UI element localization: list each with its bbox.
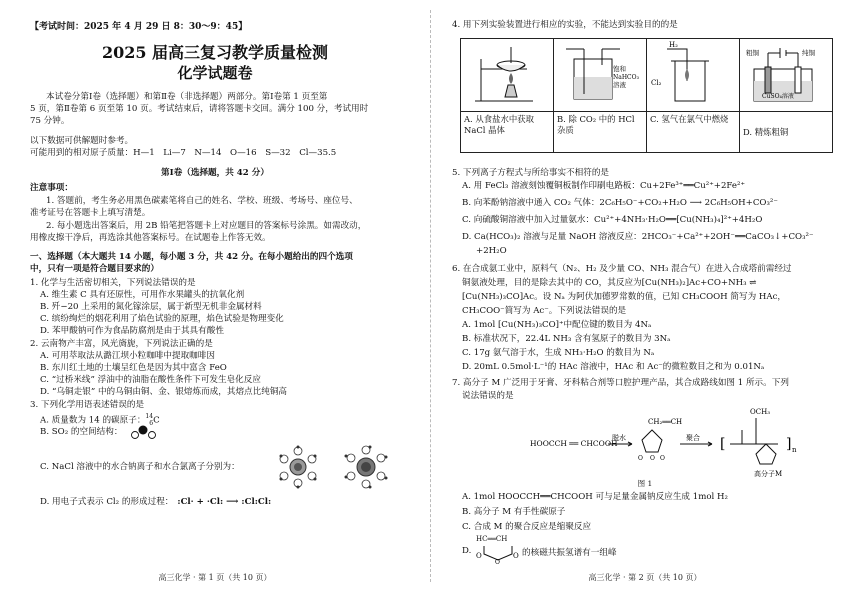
q1-option-c[interactable]: C. 缤纷绚烂的烟花利用了焰色试验的原理，焰色试验是物理变化 bbox=[40, 314, 284, 324]
q7-option-d[interactable]: D. bbox=[462, 546, 472, 556]
svg-text:脱水: 脱水 bbox=[612, 434, 626, 442]
q6-line-2: 铜氨液处理，目的是除去其中的 CO，其反应为[Cu(NH₃)₂]Ac+CO+NH₃ ⇌ bbox=[462, 278, 757, 288]
q2-option-d[interactable]: D. “乌铜走银” 中的乌铜由铜、金、银熔炼而成，其熔点比纯铜高 bbox=[40, 387, 288, 397]
data-note: 以下数据可供解题时参考。 bbox=[30, 136, 134, 146]
q3-option-c[interactable]: C. NaCl 溶液中的水合钠离子和水合氯离子分别为： bbox=[40, 462, 240, 472]
q2-stem: 2. 云南物产丰富，风光旖旎，下列说法正确的是 bbox=[30, 339, 213, 349]
evaporation-apparatus-icon bbox=[461, 39, 547, 107]
svg-text:O: O bbox=[495, 559, 500, 564]
figure-1-caption: 图 1 bbox=[637, 479, 653, 488]
note-line-2: 准考证号在答题卡上填写清楚。 bbox=[30, 208, 151, 218]
part1-line-2: 中，只有一项是符合题目要求的） bbox=[30, 264, 159, 274]
svg-text:NaHCO₃: NaHCO₃ bbox=[613, 74, 639, 81]
q4-option-c[interactable]: C. 氢气在氯气中燃烧 bbox=[647, 112, 740, 153]
so2-model-icon bbox=[128, 424, 158, 440]
q7-line-1: 7. 高分子 M 广泛用于牙膏、牙科粘合剂等口腔护理产品，其合成路线如图 1 所示。下列 bbox=[452, 378, 789, 388]
part1-line-1: 一、选择题（本大题共 14 小题，每小题 3 分，共 42 分。在每小题给出的四个选项 bbox=[30, 252, 353, 262]
q2-option-a[interactable]: A. 可用萃取法从潞江坝小粒咖啡中提取咖啡因 bbox=[40, 351, 215, 361]
svg-text:高分子M: 高分子M bbox=[754, 470, 783, 478]
svg-text:粗铜: 粗铜 bbox=[746, 49, 759, 57]
svg-text:Cl₂: Cl₂ bbox=[651, 79, 662, 87]
intro-line-1: 本试卷分第Ⅰ卷（选择题）和第Ⅱ卷（非选择题）两部分。第Ⅰ卷第 1 页至第 bbox=[46, 92, 328, 102]
q5-option-b[interactable]: B. 向苯酚钠溶液中通入 CO₂ 气体：2C₆H₅O⁻+CO₂+H₂O ⟶ 2C₆H₅OH+CO₃²⁻ bbox=[462, 198, 778, 208]
note-line-1: 1. 答题前，考生务必用黑色碳素笔将自己的姓名、学校、班级、考场号、座位号、 bbox=[46, 196, 358, 206]
page-title: 2025 届高三复习教学质量检测 bbox=[101, 43, 329, 62]
q6-option-a[interactable]: A. 1mol [Cu(NH₃)₃CO]⁺中配位键的数目为 4Nₐ bbox=[462, 320, 652, 330]
q4-option-b[interactable]: B. 除 CO₂ 中的 HCl 杂质 bbox=[554, 112, 647, 153]
note-line-4: 用橡皮擦干净后，再选涂其他答案标号。在试题卷上作答无效。 bbox=[30, 233, 271, 243]
q3-option-a[interactable]: A. 质量数为 14 的碳原子： 14 6 C bbox=[40, 413, 160, 427]
q5-option-d[interactable]: D. Ca(HCO₃)₂ 溶液与足量 NaOH 溶液反应：2HCO₃⁻+Ca²⁺+2OH⁻══CaCO₃↓+CO₃²⁻ bbox=[462, 232, 814, 242]
q1-option-a[interactable]: A. 维生素 C 具有还原性，可用作水果罐头的抗氧化剂 bbox=[40, 290, 245, 300]
svg-text:O: O bbox=[476, 552, 482, 560]
electrolysis-cell-icon bbox=[740, 39, 826, 107]
svg-text:O: O bbox=[513, 552, 519, 560]
q6-line-3: [Cu(NH₃)₃CO]Ac。设 Nₐ 为阿伏加德罗常数的值，已知 CH₃COOH 简写为 HAc， bbox=[462, 292, 787, 302]
q5-option-c[interactable]: C. 向硫酸铜溶液中加入过量氨水：Cu²⁺+4NH₃·H₂O══[Cu(NH₃)₄]²⁺+4H₂O bbox=[462, 215, 763, 225]
svg-text:n: n bbox=[792, 446, 797, 454]
svg-text:O: O bbox=[660, 455, 665, 462]
q1-stem: 1. 化学与生活密切相关，下列说法错误的是 bbox=[30, 278, 196, 288]
q5-option-d-cont: +2H₂O bbox=[476, 246, 507, 256]
q7-option-a[interactable]: A. 1mol HOOCCH══CHCOOH 可与足量金属钠反应生成 1mol H₂ bbox=[462, 492, 728, 502]
figure-1-synthesis-route bbox=[530, 400, 830, 478]
svg-text:CuSO₄溶液: CuSO₄溶液 bbox=[762, 93, 794, 100]
svg-text:]: ] bbox=[786, 436, 792, 452]
q6-option-b[interactable]: B. 标准状况下，22.4L NH₃ 含有氢原子的数目为 3Nₐ bbox=[462, 334, 671, 344]
intro-line-3: 75 分钟。 bbox=[30, 116, 70, 126]
q7-d-ring-top: HC══CH bbox=[476, 535, 508, 543]
svg-text:OCH₃: OCH₃ bbox=[750, 408, 771, 416]
apparatus-c bbox=[647, 39, 740, 112]
svg-text:聚合: 聚合 bbox=[686, 434, 700, 442]
q2-option-b[interactable]: B. 东川红土地的土壤呈红色是因为其中富含 FeO bbox=[40, 363, 227, 373]
svg-text:O: O bbox=[638, 455, 643, 462]
intro-line-2: 5 页，第Ⅱ卷第 6 页至第 10 页。考试结束后，请将答题卡交回。满分 100 分，考试用时 bbox=[30, 104, 369, 114]
q4-stem: 4. 用下列实验装置进行相应的实验，不能达到实验目的的是 bbox=[452, 20, 678, 30]
q5-option-a[interactable]: A. 用 FeCl₃ 溶液刻蚀覆铜板制作印刷电路板：Cu+2Fe³⁺══Cu²⁺+2Fe²⁺ bbox=[462, 181, 745, 191]
atomic-masses: 可能用到的相对原子质量：H—1 Li—7 N—14 O—16 S—32 Cl—35.5 bbox=[30, 148, 337, 158]
note-line-3: 2. 每小题选出答案后，用 2B 铅笔把答题卡上对应题目的答案标号涂黑。如需改动， bbox=[46, 221, 367, 231]
q6-option-d[interactable]: D. 20mL 0.5mol·L⁻¹的 HAc 溶液中，HAc 和 Ac⁻的微粒数目之和为 0.01Nₐ bbox=[462, 362, 765, 372]
section-title: 第Ⅰ卷（选择题，共 42 分） bbox=[161, 168, 269, 178]
svg-text:HOOCCH ══ CHCOOH: HOOCCH ══ CHCOOH bbox=[530, 439, 618, 448]
apparatus-b bbox=[554, 39, 647, 112]
gas-jar-combustion-icon bbox=[647, 39, 733, 107]
q7-line-2: 说法错误的是 bbox=[462, 391, 514, 401]
page-footer: 高三化学 · 第 2 页（共 10 页） bbox=[588, 573, 702, 582]
svg-text:H₂: H₂ bbox=[669, 41, 678, 49]
q5-stem: 5. 下列离子方程式与所给事实不相符的是 bbox=[452, 168, 610, 178]
q3-option-b[interactable]: B. SO₂ 的空间结构： bbox=[40, 427, 123, 437]
notes-title: 注意事项： bbox=[30, 183, 73, 193]
q1-option-b[interactable]: B. 歼−20 上采用的氮化镓涂层，属于新型无机非金属材料 bbox=[40, 302, 262, 312]
maleic-anhydride-structure bbox=[476, 544, 520, 564]
q6-line-4: CH₃COO⁻简写为 Ac⁻。下列说法错误的是 bbox=[462, 306, 627, 316]
apparatus-d bbox=[740, 39, 833, 112]
svg-text:饱和: 饱和 bbox=[613, 65, 626, 73]
page-2 bbox=[430, 0, 860, 592]
q1-option-d[interactable]: D. 苯甲酸钠可作为食品防腐剂是由于其具有酸性 bbox=[40, 326, 224, 336]
svg-text:溶液: 溶液 bbox=[613, 81, 626, 89]
exam-time: 【考试时间：2025 年 4 月 29 日 8：30～9：45】 bbox=[30, 22, 248, 32]
q7-option-b[interactable]: B. 高分子 M 有手性碳原子 bbox=[462, 507, 566, 517]
q6-line-1: 6. 在合成氨工业中，原料气（N₂、H₂ 及少量 CO、NH₃ 混合气）在进入合成塔前需经过 bbox=[452, 264, 792, 274]
apparatus-a bbox=[461, 39, 554, 112]
q7-option-c[interactable]: C. 合成 M 的聚合反应是缩聚反应 bbox=[462, 522, 592, 532]
hydrated-ions-icon bbox=[268, 444, 398, 490]
page-subtitle: 化学试题卷 bbox=[177, 64, 253, 82]
q4-option-a[interactable]: A. 从食盐水中获取 NaCl 晶体 bbox=[461, 112, 554, 153]
q2-option-c[interactable]: C. “过桥米线” 浮油中的油脂在酸性条件下可发生皂化反应 bbox=[40, 375, 261, 385]
svg-text:[: [ bbox=[720, 436, 726, 452]
svg-text:纯铜: 纯铜 bbox=[802, 49, 815, 57]
q6-option-c[interactable]: C. 17g 氨气溶于水，生成 NH₃·H₂O 的数目为 Nₐ bbox=[462, 348, 655, 358]
svg-text:CH₂══CH: CH₂══CH bbox=[648, 418, 683, 426]
svg-text:O: O bbox=[650, 455, 655, 462]
q7-option-d-text: 的核磁共振氢谱有一组峰 bbox=[522, 548, 617, 558]
page-footer: 高三化学 · 第 1 页（共 10 页） bbox=[158, 573, 272, 582]
q4-option-d[interactable]: D. 精炼粗铜 bbox=[740, 112, 833, 153]
q3-stem: 3. 下列化学用语表述错误的是 bbox=[30, 400, 145, 410]
gas-washing-bottle-icon bbox=[554, 39, 640, 107]
q3-option-d[interactable]: D. 用电子式表示 Cl₂ 的形成过程： :Cl· + ·Cl: ⟶ :Cl:Cl: bbox=[40, 497, 272, 507]
q4-apparatus-table bbox=[460, 38, 833, 153]
